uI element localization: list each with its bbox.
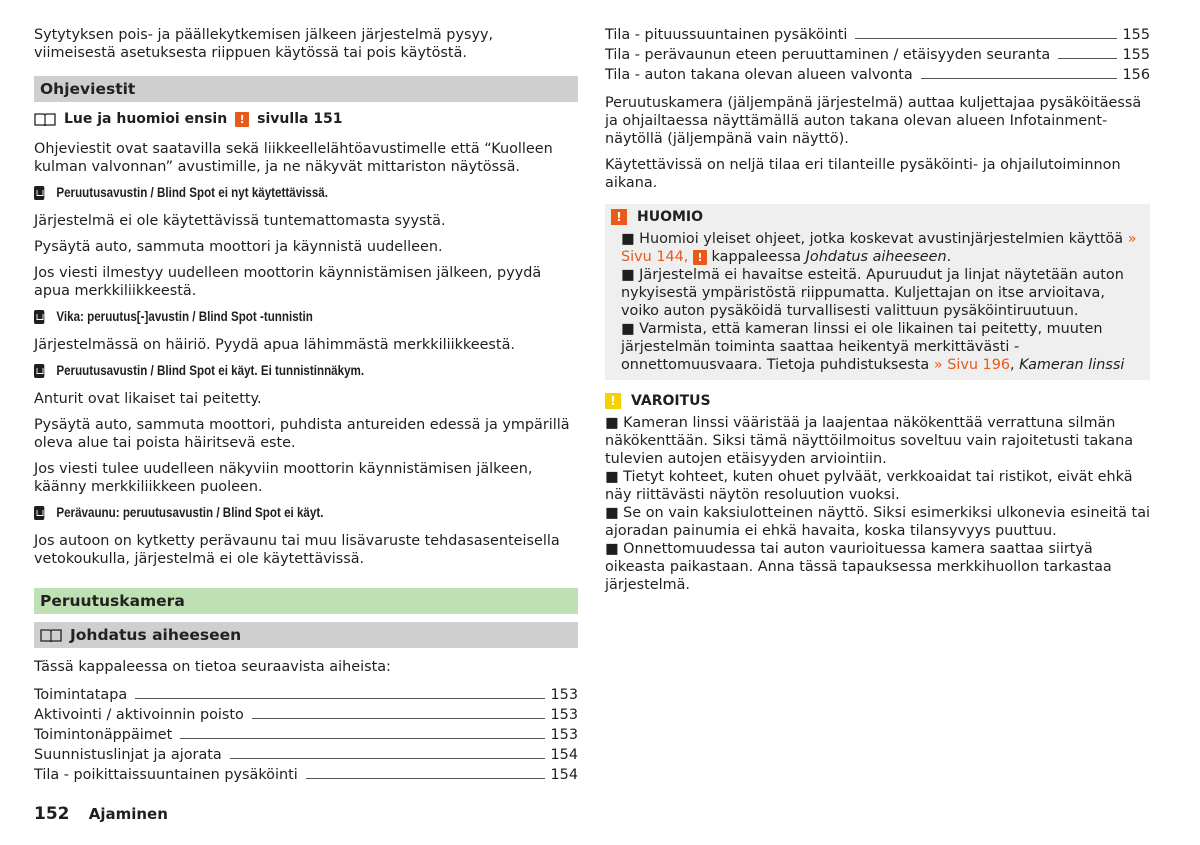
message-text: Peruutusavustin / Blind Spot ei käyt. Ei tunnistinnäkym. — [56, 363, 365, 378]
caution-bullet: ■ Kameran linssi vääristää ja laajentaa näkökenttää verrattuna silmän näkökenttään. Siksi tämä näyttöilmoitus soveltuu vain rajoitetusti takana tulevien autojen etäisyyden arviointiin. — [605, 415, 1134, 467]
toc-page: 156 — [1122, 67, 1150, 83]
toc-item[interactable] — [34, 726, 578, 746]
book-icon — [34, 112, 56, 126]
paragraph: Jos autoon on kytketty perävaunu tai muu lisävaruste tehdasasenteisella vetokoukulla, järjestelmä ei ole käytettävissä. — [34, 533, 560, 567]
section-heading-peruutuskamera: Peruutuskamera — [34, 588, 578, 614]
caution-section — [605, 392, 1150, 594]
toc-label: Tila - pituussuuntainen pysäköinti — [605, 27, 848, 43]
paragraph: Anturit ovat likaiset tai peitetty. — [34, 391, 262, 407]
notice-exclamation-icon: ! — [611, 209, 627, 225]
warning-exclamation-icon: ! — [235, 112, 249, 127]
toc-label: Tila - poikittaissuuntainen pysäköinti — [34, 767, 298, 783]
toc-page: 153 — [550, 707, 578, 723]
read-first-link[interactable]: sivulla 151 — [257, 111, 343, 127]
display-message-icon — [34, 186, 44, 200]
toc-label: Tila - auton takana olevan alueen valvonta — [605, 67, 913, 83]
toc-page: 153 — [550, 687, 578, 703]
footer-section: Ajaminen — [88, 805, 168, 823]
toc-item[interactable] — [34, 686, 578, 706]
caution-title: VAROITUS — [631, 393, 711, 409]
caution-bullet: ■ Tietyt kohteet, kuten ohuet pylväät, verkkoaidat tai ristikot, eivät ehkä näy riittävästi näytön resoluution vuoksi. — [605, 469, 1133, 503]
notice-bullet: ■ Järjestelmä ei havaitse esteitä. Apuruudut ja linjat näytetään auton nykyisestä ympäristöstä riippumatta. Kuljettajan on itse arvioitava, voiko auton pysäköidä turvallisesti valittuun pysäköintiruutuun. — [621, 267, 1124, 319]
subsection-title: Johdatus aiheeseen — [70, 626, 242, 644]
paragraph: Pysäytä auto, sammuta moottori, puhdista antureiden edessä ja ympärillä oleva alue tai poista häiritsevä este. — [34, 417, 570, 451]
warning-exclamation-icon: ! — [693, 250, 707, 265]
caution-exclamation-icon: ! — [605, 393, 621, 409]
display-message-icon — [34, 506, 44, 520]
section-heading-ohjeviestit: Ohjeviestit — [34, 76, 578, 102]
caution-header — [605, 392, 1150, 410]
toc-page: 153 — [550, 727, 578, 743]
paragraph: Järjestelmä ei ole käytettävissä tuntemattomasta syystä. — [34, 213, 446, 229]
paragraph: Ohjeviestit ovat saatavilla sekä liikkeellelähtöavustimelle että “Kuolleen kulman valvonnan” avustimille, ja ne näkyvät mittariston näytössä. — [34, 141, 553, 175]
toc-label: Tila - perävaunun eteen peruuttaminen / etäisyyden seuranta — [605, 47, 1051, 63]
caution-bullet: ■ Se on vain kaksiulotteinen näyttö. Siksi esimerkiksi ulkonevia esineitä tai ajoradan painumia ei ehkä havaita, koska tilansyvyys puuttuu. — [605, 505, 1151, 539]
toc-label: Toimintonäppäimet — [34, 727, 173, 743]
toc-page: 155 — [1122, 27, 1150, 43]
message-text: Vika: peruutus[-]avustin / Blind Spot -tunnistin — [56, 309, 313, 324]
page-number: 152 — [34, 804, 70, 824]
page-footer — [34, 805, 168, 823]
left-column — [34, 26, 578, 786]
notice-title: HUOMIO — [637, 209, 704, 225]
paragraph: Peruutuskamera (jäljempänä järjestelmä) auttaa kuljettajaa pysäköitäessä ja ohjailtaessa näyttämällä auton takana olevan alueen Infotainment-näytöllä (jäljempänä vain näyttö). — [605, 95, 1142, 147]
message-item — [34, 362, 502, 380]
page-link[interactable]: » Sivu 196 — [933, 357, 1011, 373]
toc-label: Suunnistuslinjat ja ajorata — [34, 747, 222, 763]
paragraph: Käytettävissä on neljä tilaa eri tilanteille pysäköinti- ja ohjailutoiminnon aikana. — [605, 157, 1121, 191]
read-first-note — [34, 110, 578, 128]
notice-bullet: ■ Huomioi yleiset ohjeet, jotka koskevat avustinjärjestelmien käyttöä » Sivu 144, ! kappaleessa Johdatus aiheeseen. — [621, 231, 1137, 265]
notice-bullet: ■ Varmista, että kameran linssi ei ole likainen tai peitetty, muuten järjestelmän toiminta saattaa heikentyä merkittävästi - onnettomuusvaara. Tietoja puhdistuksesta » Sivu 196, Kameran linssi — [621, 321, 1125, 373]
toc-item[interactable] — [34, 766, 578, 786]
paragraph: Jos viesti tulee uudelleen näkyviin moottorin käynnistämisen jälkeen, käänny merkkiliikkeen puoleen. — [34, 461, 533, 495]
paragraph: Tässä kappaleessa on tietoa seuraavista aiheista: — [34, 659, 391, 675]
toc-item[interactable] — [34, 706, 578, 726]
notice-box — [605, 204, 1150, 380]
message-text: Peruutusavustin / Blind Spot ei nyt käytettävissä. — [56, 185, 328, 200]
toc-label: Aktivointi / aktivoinnin poisto — [34, 707, 244, 723]
notice-header — [611, 208, 1144, 226]
display-message-icon — [34, 310, 44, 324]
message-item — [34, 184, 502, 202]
toc-page: 154 — [550, 767, 578, 783]
display-message-icon — [34, 364, 44, 378]
toc-list — [605, 26, 1150, 86]
subsection-heading-johdatus — [34, 622, 578, 648]
paragraph: Jos viesti ilmestyy uudelleen moottorin käynnistämisen jälkeen, pyydä apua merkkiliikkeestä. — [34, 265, 542, 299]
message-text: Perävaunu: peruutusavustin / Blind Spot ei käyt. — [56, 505, 324, 520]
toc-page: 155 — [1122, 47, 1150, 63]
toc-page: 154 — [550, 747, 578, 763]
toc-item[interactable] — [34, 746, 578, 766]
read-first-text: Lue ja huomioi ensin — [64, 111, 228, 127]
toc-list — [34, 686, 578, 786]
paragraph: Pysäytä auto, sammuta moottori ja käynnistä uudelleen. — [34, 239, 443, 255]
intro-paragraph: Sytytyksen pois- ja päällekytkemisen jälkeen järjestelmä pysyy, viimeisestä asetuksesta riippuen käytössä tai pois käytöstä. — [34, 27, 494, 61]
book-icon — [40, 628, 62, 642]
caution-bullet: ■ Onnettomuudessa tai auton vaurioituessa kamera saattaa siirtyä oikeasta paikastaan. Anna tässä tapauksessa merkkihuollon tarkastaa järjestelmä. — [605, 541, 1112, 593]
page-link[interactable]: » Sivu 144, — [621, 231, 1137, 265]
right-column — [605, 26, 1150, 594]
message-item — [34, 308, 502, 326]
paragraph: Järjestelmässä on häiriö. Pyydä apua lähimmästä merkkiliikkeestä. — [34, 337, 515, 353]
toc-label: Toimintatapa — [34, 687, 128, 703]
toc-item[interactable] — [605, 46, 1150, 66]
message-item — [34, 504, 502, 522]
toc-item[interactable] — [605, 26, 1150, 46]
toc-item[interactable] — [605, 66, 1150, 86]
